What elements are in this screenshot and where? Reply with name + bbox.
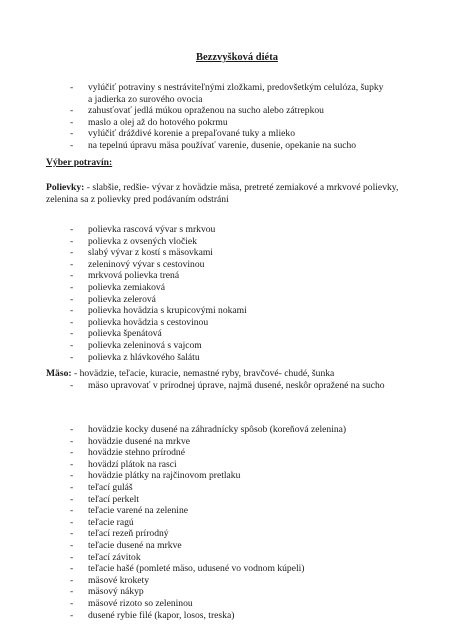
list-item bbox=[70, 305, 460, 317]
list-item-text: na tepelnú úpravu mäsa používať varenie, dusenie, opekanie na sucho bbox=[88, 139, 357, 151]
list-item-text: teľacie dusené na mrkve bbox=[88, 539, 182, 551]
meat-note-text: mäso upravovať v prírodnej úprave, najmä dusené, neskôr opražené na sucho bbox=[88, 380, 385, 391]
soups-description-continued: zelenina sa z polievky pred podávaním odstráni bbox=[46, 193, 229, 205]
list-item bbox=[70, 128, 460, 140]
list-item bbox=[70, 575, 460, 587]
list-item-text: polievka rascová vývar s mrkvou bbox=[88, 224, 216, 235]
list-item bbox=[70, 436, 460, 448]
list-item bbox=[70, 224, 460, 236]
list-item-text: polievka z ovsených vločiek bbox=[88, 235, 197, 247]
list-item-text: zeleninový vývar s cestovinou bbox=[88, 258, 205, 270]
list-item bbox=[70, 140, 460, 152]
list-item-text: mäsový nákyp bbox=[88, 586, 144, 598]
list-item bbox=[70, 563, 460, 575]
list-item-text: mäsové krokety bbox=[88, 574, 150, 586]
list-item-text: hovädzí plátok na rasci bbox=[88, 458, 177, 470]
list-item-text: mrkvová polievka trená bbox=[88, 270, 180, 282]
list-item-text: vylúčiť dráždivé korenie a prepaľované tuky a mlieko bbox=[88, 128, 295, 140]
list-item bbox=[70, 259, 460, 271]
meat-paragraph bbox=[46, 368, 446, 380]
list-item-text: teľací perkelt bbox=[88, 493, 140, 505]
soups-label: Polievky: bbox=[46, 182, 85, 193]
list-item-text: polievka zelerová bbox=[88, 293, 156, 305]
list-item bbox=[70, 586, 460, 598]
document-title: Bezzvyšková diéta bbox=[196, 52, 278, 63]
list-item-text: teľací guláš bbox=[88, 481, 133, 493]
list-item-text: dusené rybie filé (kapor, losos, treska) bbox=[88, 609, 235, 621]
list-item bbox=[70, 505, 460, 517]
list-item-text: maslo a olej až do hotového pokrmu bbox=[88, 116, 228, 128]
list-item bbox=[70, 482, 460, 494]
list-item-text-continued: a jadierka zo surového ovocia bbox=[88, 93, 203, 105]
list-item-text: slabý vývar z kostí s mäsovkami bbox=[88, 247, 213, 259]
list-item bbox=[70, 598, 460, 610]
list-item bbox=[70, 340, 460, 352]
list-item bbox=[70, 528, 460, 540]
list-item bbox=[70, 247, 460, 259]
list-item-text: polievka hovädzia s cestovinou bbox=[88, 316, 209, 328]
list-item-text: hovädzie stehno prírodné bbox=[88, 447, 185, 459]
list-item-text: polievka špenátová bbox=[88, 328, 162, 340]
list-item bbox=[70, 470, 460, 482]
list-item-text: teľací rezeň prírodný bbox=[88, 528, 169, 540]
list-item bbox=[70, 105, 460, 117]
list-item-text: zahusťovať jedlá múkou opraženou na sucho alebo zátrepkou bbox=[88, 105, 324, 117]
list-item-text: teľací závitok bbox=[88, 551, 141, 563]
list-item bbox=[70, 352, 460, 364]
soups-paragraph bbox=[46, 182, 446, 205]
list-item bbox=[70, 236, 460, 248]
list-item bbox=[70, 610, 460, 622]
meat-note-list bbox=[70, 380, 460, 392]
list-item bbox=[70, 380, 460, 392]
meat-description: - hovädzie, teľacie, kuracie, nemastné ryby, bravčové- chudé, šunka bbox=[71, 368, 335, 379]
list-item bbox=[70, 328, 460, 340]
list-item-text: - vylúčiť potraviny s nestráviteľnými zložkami, predovšetkým celulóza, šupky bbox=[88, 82, 384, 93]
list-item-text: polievka zeleninová s vajcom bbox=[88, 339, 202, 351]
list-item bbox=[70, 270, 460, 282]
list-item bbox=[70, 459, 460, 471]
list-item-text: polievka zemiaková bbox=[88, 281, 165, 293]
list-item bbox=[70, 317, 460, 329]
list-item bbox=[70, 447, 460, 459]
list-item-text: teľacie varené na zelenine bbox=[88, 505, 189, 517]
soups-list bbox=[70, 224, 460, 363]
list-item-text: teľacie ragú bbox=[88, 516, 134, 528]
list-item bbox=[70, 517, 460, 529]
list-item bbox=[70, 117, 460, 129]
list-item-text: mäsové rizoto so zeleninou bbox=[88, 597, 193, 609]
list-item bbox=[70, 494, 460, 506]
list-item-text: hovädzie kocky dusené na záhradnícky spôsob (koreňová zelenina) bbox=[88, 424, 347, 435]
list-item bbox=[70, 282, 460, 294]
list-item bbox=[70, 82, 460, 105]
meat-dishes-list bbox=[70, 424, 460, 621]
list-item-text: polievka z hlávkového šalátu bbox=[88, 351, 200, 363]
list-item bbox=[70, 294, 460, 306]
list-item-text: hovädzie plátky na rajčinovom pretlaku bbox=[88, 470, 241, 482]
food-selection-heading: Výber potravín: bbox=[46, 157, 113, 168]
list-item-text: hovädzie dusené na mrkve bbox=[88, 435, 191, 447]
list-item-text: teľacie hašé (pomleté mäso, udusené vo vodnom kúpeli) bbox=[88, 563, 305, 575]
intro-list bbox=[70, 82, 460, 152]
list-item bbox=[70, 540, 460, 552]
list-item bbox=[70, 424, 460, 436]
meat-label: Mäso: bbox=[46, 368, 72, 379]
soups-description: - slabšie, redšie- vývar z hovädzie mäsa, pretreté zemiakové a mrkvové polievky, bbox=[84, 182, 399, 193]
list-item bbox=[70, 552, 460, 564]
list-item-text: polievka hovädzia s krupicovými nokami bbox=[88, 305, 247, 317]
